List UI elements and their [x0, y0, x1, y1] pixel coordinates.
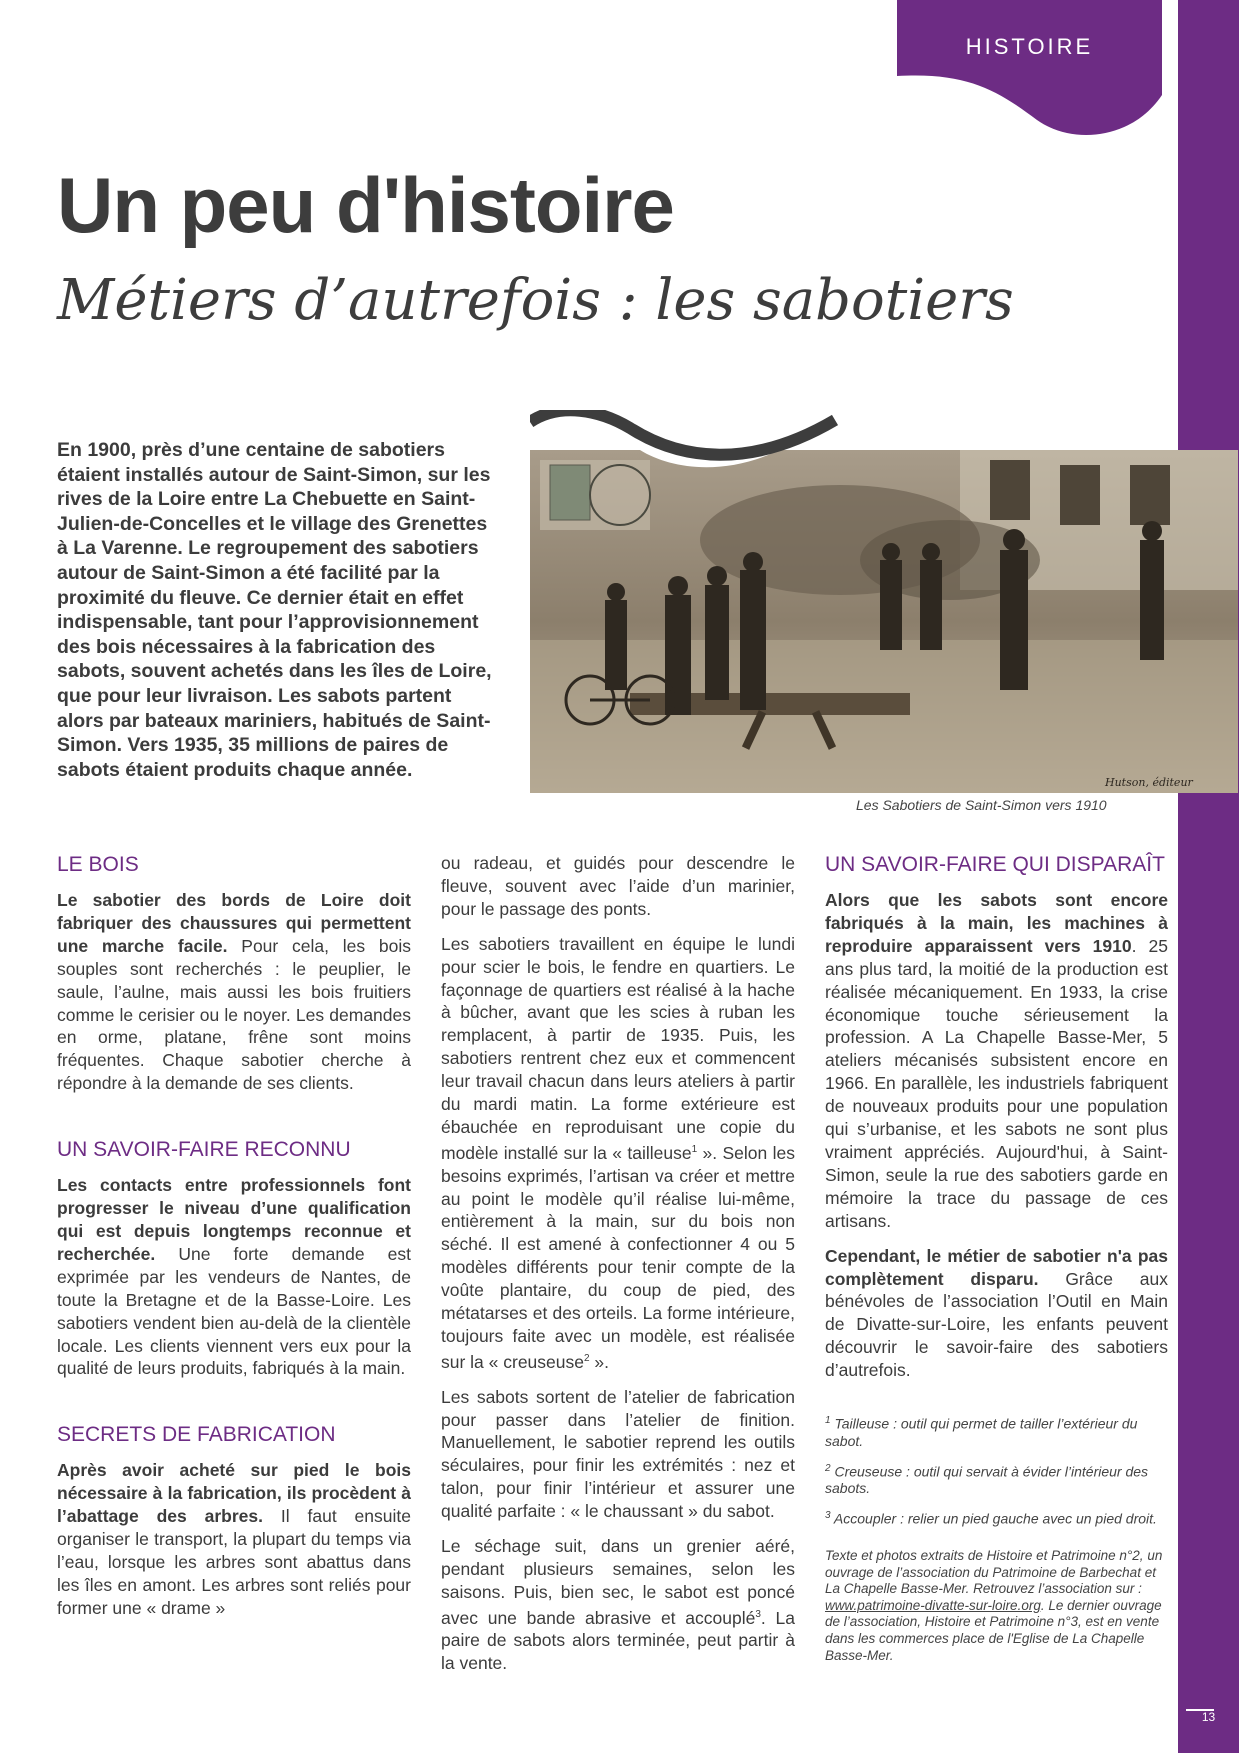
equipe-text-b: ». Selon les besoins exprimés, l’artisan va créer et mettre au point le modèle qu’il réalise lui-même, entièrement à la main, sur du bois non séché. Il est amené à confectionner 4 ou 5 modèles différents pour tenir compte de la voûte plantaire, du coup de pied, des métatarses et des orteils. La forme intérieure, toujours faite avec un modèle, est réalisée sur la « creuseuse — [441, 1142, 795, 1372]
paragraph-reconnu — [57, 1174, 411, 1380]
footnote-3-number: 3 — [825, 1510, 831, 1522]
paragraph-bois — [57, 889, 411, 1095]
heading-le-bois: LE BOIS — [57, 853, 139, 876]
footnote-2 — [825, 1460, 1168, 1498]
page-title: Un peu d'histoire — [57, 161, 674, 249]
equipe-text-a: Les sabotiers travaillent en équipe le lundi pour scier le bois, le fendre en quartiers. Le façonnage de quartiers est réalisé à la hache à bûcher, avant que les scies à ruban les remplacent, à partir de 1935. Puis, les sabotiers rentrent chez eux et commencent leur travail chacun dans leurs ateliers à partir du mardi matin. La forme extérieure est ébauchée en reproduisant une copie du modèle installé sur la « tailleuse — [441, 933, 795, 1163]
equipe-text-c: ». — [589, 1351, 610, 1372]
section-tab-shape — [897, 0, 1162, 140]
footnotes — [825, 1412, 1168, 1528]
secrets-bold: Après avoir acheté sur pied le bois nécessaire à la fabrication, ils procèdent à l’abattage des arbres. — [57, 1460, 411, 1527]
column-1 — [57, 852, 411, 1632]
association-link[interactable]: www.patrimoine-divatte-sur-loire.org — [825, 1597, 1041, 1613]
section-tab — [897, 0, 1162, 140]
heading-savoir-faire-reconnu: UN SAVOIR-FAIRE RECONNU — [57, 1138, 351, 1162]
photo-stamp: Hutson, éditeur — [1105, 776, 1193, 789]
footnote-2-number: 2 — [825, 1462, 831, 1474]
sechage-text-b: . La paire de sabots alors terminée, peut partir à la vente. — [441, 1607, 795, 1674]
photo-caption: Les Sabotiers de Saint-Simon vers 1910 — [856, 797, 1107, 813]
paragraph-radeau: ou radeau, et guidés pour descendre le fleuve, souvent avec l’aide d’un marinier, pour le passage des ponts. — [441, 853, 795, 919]
credits-text-b: . Le dernier ouvrage de l’association, Histoire et Patrimoine n°3, est en vente dans les commerces place de l'Eglise de La Chapelle Basse-Mer. — [825, 1597, 1162, 1663]
page-subtitle: Métiers d’autrefois : les sabotiers — [57, 268, 1014, 333]
disparait-text: . 25 ans plus tard, la moitié de la production est réalisée mécaniquement. En 1933, la crise économique touche sérieusement la profession. A La Chapelle Basse-Mer, 5 ateliers mécanisés subsistent encore en 1966. En parallèle, les industriels fabriquent de nouveaux produits pour une population qui s’urbanise, et les sabots ne sont plus vraiment appréciés. Aujourd'hui, à Saint-Simon, seule la rue des sabotiers garde en mémoire la trace du passage de ces artisans. — [825, 935, 1168, 1231]
column-2 — [441, 852, 795, 1687]
paragraph-secrets — [57, 1459, 411, 1619]
footnote-3 — [825, 1507, 1168, 1528]
heading-savoir-faire-disparait: UN SAVOIR-FAIRE QUI DISPARAÎT — [825, 853, 1165, 876]
heading-secrets-fabrication: SECRETS DE FABRICATION — [57, 1423, 336, 1447]
footnote-1-number: 1 — [825, 1415, 831, 1427]
paragraph-equipe — [441, 933, 795, 1374]
page-number: 13 — [1201, 1710, 1216, 1724]
column-3 — [825, 852, 1168, 1664]
cependant-text: Grâce aux bénévoles de l’association l’Outil en Main de Divatte-sur-Loire, les enfants peuvent découvrir le savoir-faire des sabotiers d’autrefois. — [825, 1268, 1168, 1381]
bois-bold: Le sabotier des bords de Loire doit fabriquer des chaussures qui permettent une marche facile. — [57, 890, 411, 956]
paragraph-sechage — [441, 1535, 795, 1675]
footnote-1-text: Tailleuse : outil qui permet de tailler l’extérieur du sabot. — [825, 1415, 1138, 1449]
sabotiers-photo — [530, 410, 1238, 793]
reconnu-text: Une forte demande est exprimée par les vendeurs de Nantes, de toute la Bretagne et de la Basse-Loire. Les sabotiers vendent bien au-delà de la clientèle locale. Les clients viennent vers eux pour la qualité de leurs produits, fabriqués à la main. — [57, 1243, 411, 1379]
paragraph-finition: Les sabots sortent de l’atelier de fabrication pour passer dans l’atelier de finition. Manuellement, le sabotier reprend les outils séculaires, pour finir les extrémités : nez et talon, pour finir l’intérieur et assurer une qualité parfaite : « le chaussant » du sabot. — [441, 1386, 795, 1522]
reconnu-bold: Les contacts entre professionnels font progresser le niveau d’une qualification qui est depuis longtemps reconnue et recherchée. — [57, 1175, 411, 1264]
credits-note — [825, 1548, 1168, 1664]
cependant-bold: Cependant, le métier de sabotier n'a pas complètement disparu. — [825, 1245, 1168, 1289]
sechage-text-a: Le séchage suit, dans un grenier aéré, pendant plusieurs semaines, selon les saisons. Puis, bien sec, le sabot est poncé avec une bande abrasive et accouplé — [441, 1536, 795, 1628]
paragraph-cependant — [825, 1245, 1168, 1382]
bois-text: Pour cela, les bois souples sont recherchés : le peuplier, le saule, l’aulne, mais aussi les bois fruitiers comme le cerisier ou le noyer. Les demandes en orme, platane, frêne sont moins fréquentes. Chaque sabotier cherche à répondre à la demande de ses clients. — [57, 935, 411, 1094]
right-sidebar-band — [1178, 0, 1239, 1753]
footnote-1 — [825, 1412, 1168, 1450]
footnote-ref-2: 2 — [584, 1352, 590, 1364]
footnote-ref-1: 1 — [691, 1143, 698, 1155]
disparait-bold: Alors que les sabots sont encore fabriqués à la main, les machines à reproduire apparaissent vers 1910 — [825, 890, 1168, 956]
secrets-text: Il faut ensuite organiser le transport, la plupart du temps via l’eau, lorsque les arbres sont abattus dans les îles en amont. Les arbres sont reliés pour former une « drame » — [57, 1506, 411, 1618]
intro-paragraph: En 1900, près d’une centaine de sabotiers étaient installés autour de Saint-Simon, sur les rives de la Loire entre La Chebuette en Saint-Julien-de-Concelles et le village des Grenettes à La Varenne. Le regroupement des sabotiers autour de Saint-Simon a été facilité par la proximité du fleuve. Ce dernier était en effet indispensable, tant pour l’approvisionnement des bois nécessaires à la fabrication des sabots, souvent achetés dans les îles de Loire, que pour leur livraison. Les sabots partent alors par bateaux mariniers, habitués de Saint-Simon. Vers 1935, 35 millions de paires de sabots étaient produits chaque année. — [57, 439, 492, 781]
section-tab-label: HISTOIRE — [965, 34, 1094, 59]
paragraph-disparait — [825, 889, 1168, 1233]
footnote-3-text: Accoupler : relier un pied gauche avec un pied droit. — [830, 1511, 1157, 1527]
footnote-ref-3: 3 — [755, 1608, 761, 1620]
historic-photo — [530, 410, 1238, 793]
credits-text-a: Texte et photos extraits de Histoire et Patrimoine n°2, un ouvrage de l’association du Patrimoine de Barbechat et La Chapelle Basse-Mer. Retrouvez l’association sur : — [825, 1548, 1163, 1597]
footnote-2-text: Creuseuse : outil qui servait à évider l’intérieur des sabots. — [825, 1463, 1149, 1497]
